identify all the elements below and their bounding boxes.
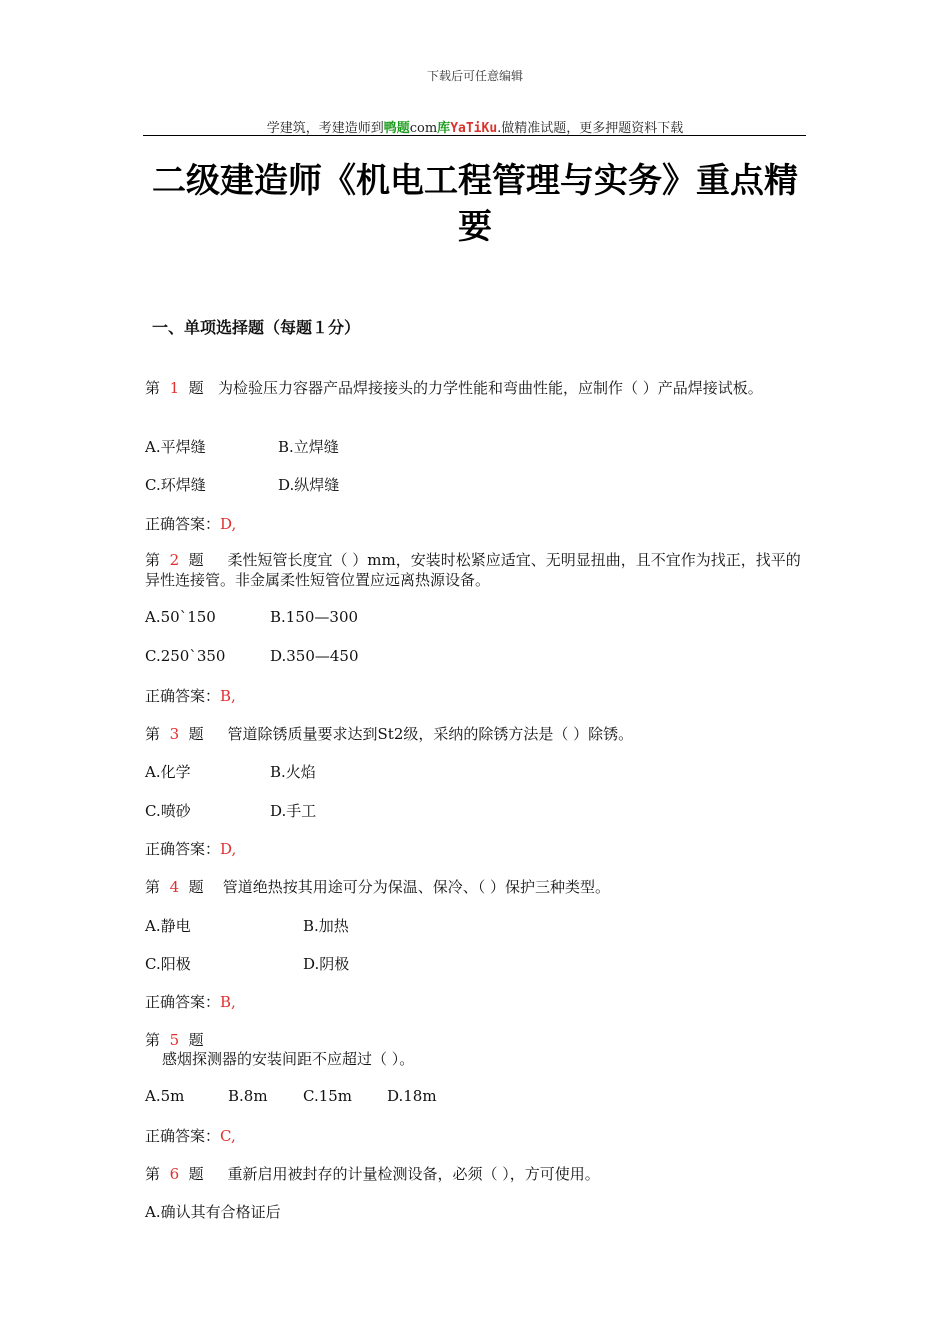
question-number: 2	[169, 551, 180, 569]
option-a: A.50`150	[145, 608, 216, 626]
option-b: B.立焊缝	[278, 438, 339, 456]
option-a: A.平焊缝	[145, 438, 206, 456]
answer-value: D,	[220, 515, 237, 533]
page-title: 二级建造师《机电工程管理与实务》重点精要	[152, 161, 798, 247]
question-2: 第 2 题 柔性短管长度宜（ ）mm，安装时松紧应适宜、无明显扭曲，且不宜作为找正，找平的异性连接管。非金属柔性短管位置应远离热源设备。	[145, 551, 801, 589]
question-5: 第 5 题	[145, 1031, 204, 1049]
brand-yatiku: YaTiKu	[450, 121, 498, 136]
question-stem: 为检验压力容器产品焊接接头的力学性能和弯曲性能，应制作（ ）产品焊接试板。	[217, 379, 763, 397]
option-a: A.5m	[145, 1087, 185, 1105]
question-stem: 管道绝热按其用途可分为保温、保冷、（ ）保护三种类型。	[222, 878, 611, 896]
question-number: 1	[169, 379, 180, 397]
option-d: D.18m	[387, 1087, 437, 1105]
question-number: 4	[169, 878, 180, 896]
option-a: A.静电	[145, 917, 191, 935]
option-c: C.阳极	[145, 955, 191, 973]
question-stem: 感烟探测器的安装间距不应超过（ ）。	[162, 1050, 415, 1068]
header-note: 下载后可任意编辑	[426, 69, 523, 83]
brand-com: com	[409, 121, 438, 136]
option-c: C.15m	[303, 1087, 353, 1105]
answer-value: C,	[220, 1127, 236, 1145]
option-c: C.250`350	[145, 647, 226, 665]
answer-line: 正确答案：B,	[145, 993, 236, 1011]
question-number: 5	[169, 1031, 180, 1049]
option-d: D.纵焊缝	[278, 476, 340, 494]
answer-line: 正确答案：D,	[145, 840, 237, 858]
question-number: 6	[169, 1165, 180, 1183]
option-c: C.喷砂	[145, 802, 191, 820]
question-4: 第 4 题 管道绝热按其用途可分为保温、保冷、（ ）保护三种类型。	[145, 878, 611, 896]
question-6: 第 6 题 重新启用被封存的计量检测设备，必须（ ），方可使用。	[145, 1165, 600, 1183]
answer-value: D,	[220, 840, 237, 858]
answer-line: 正确答案：D,	[145, 515, 237, 533]
answer-line: 正确答案：C,	[145, 1127, 236, 1145]
question-1: 第 1 题 为检验压力容器产品焊接接头的力学性能和弯曲性能，应制作（ ）产品焊接试板。	[145, 379, 763, 397]
header-banner	[0, 117, 950, 136]
answer-value: B,	[220, 993, 236, 1011]
brand-ku: 库	[437, 121, 451, 136]
option-a: A.化学	[145, 763, 191, 781]
answer-line: 正确答案：B,	[145, 687, 236, 705]
option-b: B.150—300	[270, 608, 359, 626]
header-text-2: .做精准试题，更多押题资料下载	[497, 121, 684, 136]
question-number: 3	[169, 725, 180, 743]
option-b: B.加热	[303, 917, 349, 935]
question-stem: 重新启用被封存的计量检测设备，必须（ ），方可使用。	[227, 1165, 600, 1183]
section-heading: 一、单项选择题（每题１分）	[152, 318, 361, 337]
question-stem: 管道除锈质量要求达到St2级，采纳的除锈方法是（ ）除锈。	[227, 725, 634, 743]
option-d: D.350—450	[270, 647, 359, 665]
answer-value: B,	[220, 687, 236, 705]
option-b: B.8m	[228, 1087, 268, 1105]
option-d: D.手工	[270, 802, 317, 820]
header-text-1: 学建筑，考建造师到	[266, 121, 384, 136]
brand-name: 鸭题	[383, 121, 410, 136]
question-3: 第 3 题 管道除锈质量要求达到St2级，采纳的除锈方法是（ ）除锈。	[145, 725, 634, 743]
option-b: B.火焰	[270, 763, 316, 781]
question-stem: 柔性短管长度宜（ ）mm，安装时松紧应适宜、无明显扭曲，且不宜作为找正，找平的异性连接管。非金属柔性短管位置应远离热源设备。	[145, 551, 801, 589]
option-d: D.阴极	[303, 955, 350, 973]
header-rule	[143, 135, 806, 136]
option-a: A.确认其有合格证后	[145, 1203, 281, 1221]
option-c: C.环焊缝	[145, 476, 206, 494]
